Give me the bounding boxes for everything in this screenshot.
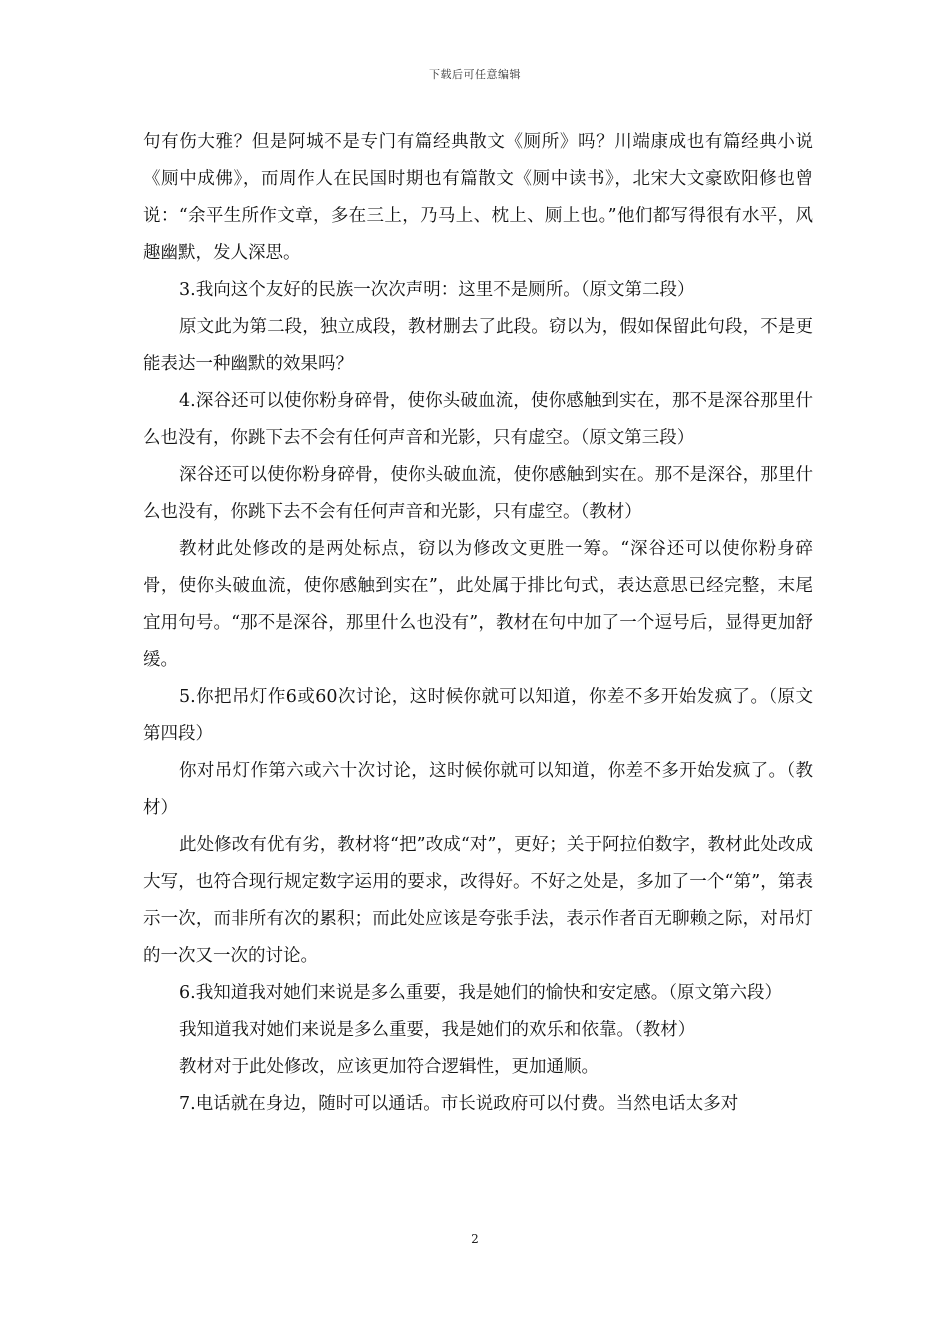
paragraph-6: 教材此处修改的是两处标点，窃以为修改文更胜一筹。“深谷还可以使你粉身碎骨，使你头破血流，使你感触到实在”，此处属于排比句式，表达意思已经完整，末尾宜用句号。“那不是深谷，那里什么也没有”，教材在句中加了一个逗号后，显得更加舒缓。 xyxy=(143,539,813,670)
paragraph-1: 句有伤大雅？但是阿城不是专门有篇经典散文《厕所》吗？川端康成也有篇经典小说《厕中成佛》，而周作人在民国时期也有篇散文《厕中读书》，北宋大文豪欧阳修也曾说：“余平生所作文章，多在三上，乃马上、枕上、厕上也。”他们都写得很有水平，风趣幽默，发人深思。 xyxy=(143,132,813,263)
paragraph-8: 你对吊灯作第六或六十次讨论，这时候你就可以知道，你差不多开始发疯了。（教材） xyxy=(143,761,813,818)
paragraph-7: 5.你把吊灯作6或60次讨论，这时候你就可以知道，你差不多开始发疯了。（原文第四段） xyxy=(143,687,813,744)
paragraph-2: 3.我向这个友好的民族一次次声明：这里不是厕所。（原文第二段） xyxy=(179,280,695,300)
paragraph-13: 7.电话就在身边，随时可以通话。市长说政府可以付费。当然电话太多对 xyxy=(179,1094,739,1114)
paragraph-5: 深谷还可以使你粉身碎骨，使你头破血流，使你感触到实在。那不是深谷，那里什么也没有，你跳下去不会有任何声音和光影，只有虚空。（教材） xyxy=(143,465,813,522)
paragraph-12: 教材对于此处修改，应该更加符合逻辑性，更加通顺。 xyxy=(179,1057,599,1077)
document-body xyxy=(143,124,813,1123)
paragraph-3: 原文此为第二段，独立成段，教材删去了此段。窃以为，假如保留此句段，不是更能表达一种幽默的效果吗？ xyxy=(143,317,813,374)
paragraph-9: 此处修改有优有劣，教材将“把”改成“对”，更好；关于阿拉伯数字，教材此处改成大写，也符合现行规定数字运用的要求，改得好。不好之处是，多加了一个“第”，第表示一次，而非所有次的累积；而此处应该是夸张手法，表示作者百无聊赖之际，对吊灯的一次又一次的讨论。 xyxy=(143,835,813,966)
paragraph-10: 6.我知道我对她们来说是多么重要，我是她们的愉快和安定感。（原文第六段） xyxy=(179,983,782,1003)
page-header: 下载后可任意编辑 xyxy=(429,68,521,81)
page-number: 2 xyxy=(471,1232,479,1246)
paragraph-11: 我知道我对她们来说是多么重要，我是她们的欢乐和依靠。（教材） xyxy=(179,1020,696,1040)
paragraph-4: 4.深谷还可以使你粉身碎骨，使你头破血流，使你感触到实在，那不是深谷那里什么也没有，你跳下去不会有任何声音和光影，只有虚空。（原文第三段） xyxy=(143,391,813,448)
